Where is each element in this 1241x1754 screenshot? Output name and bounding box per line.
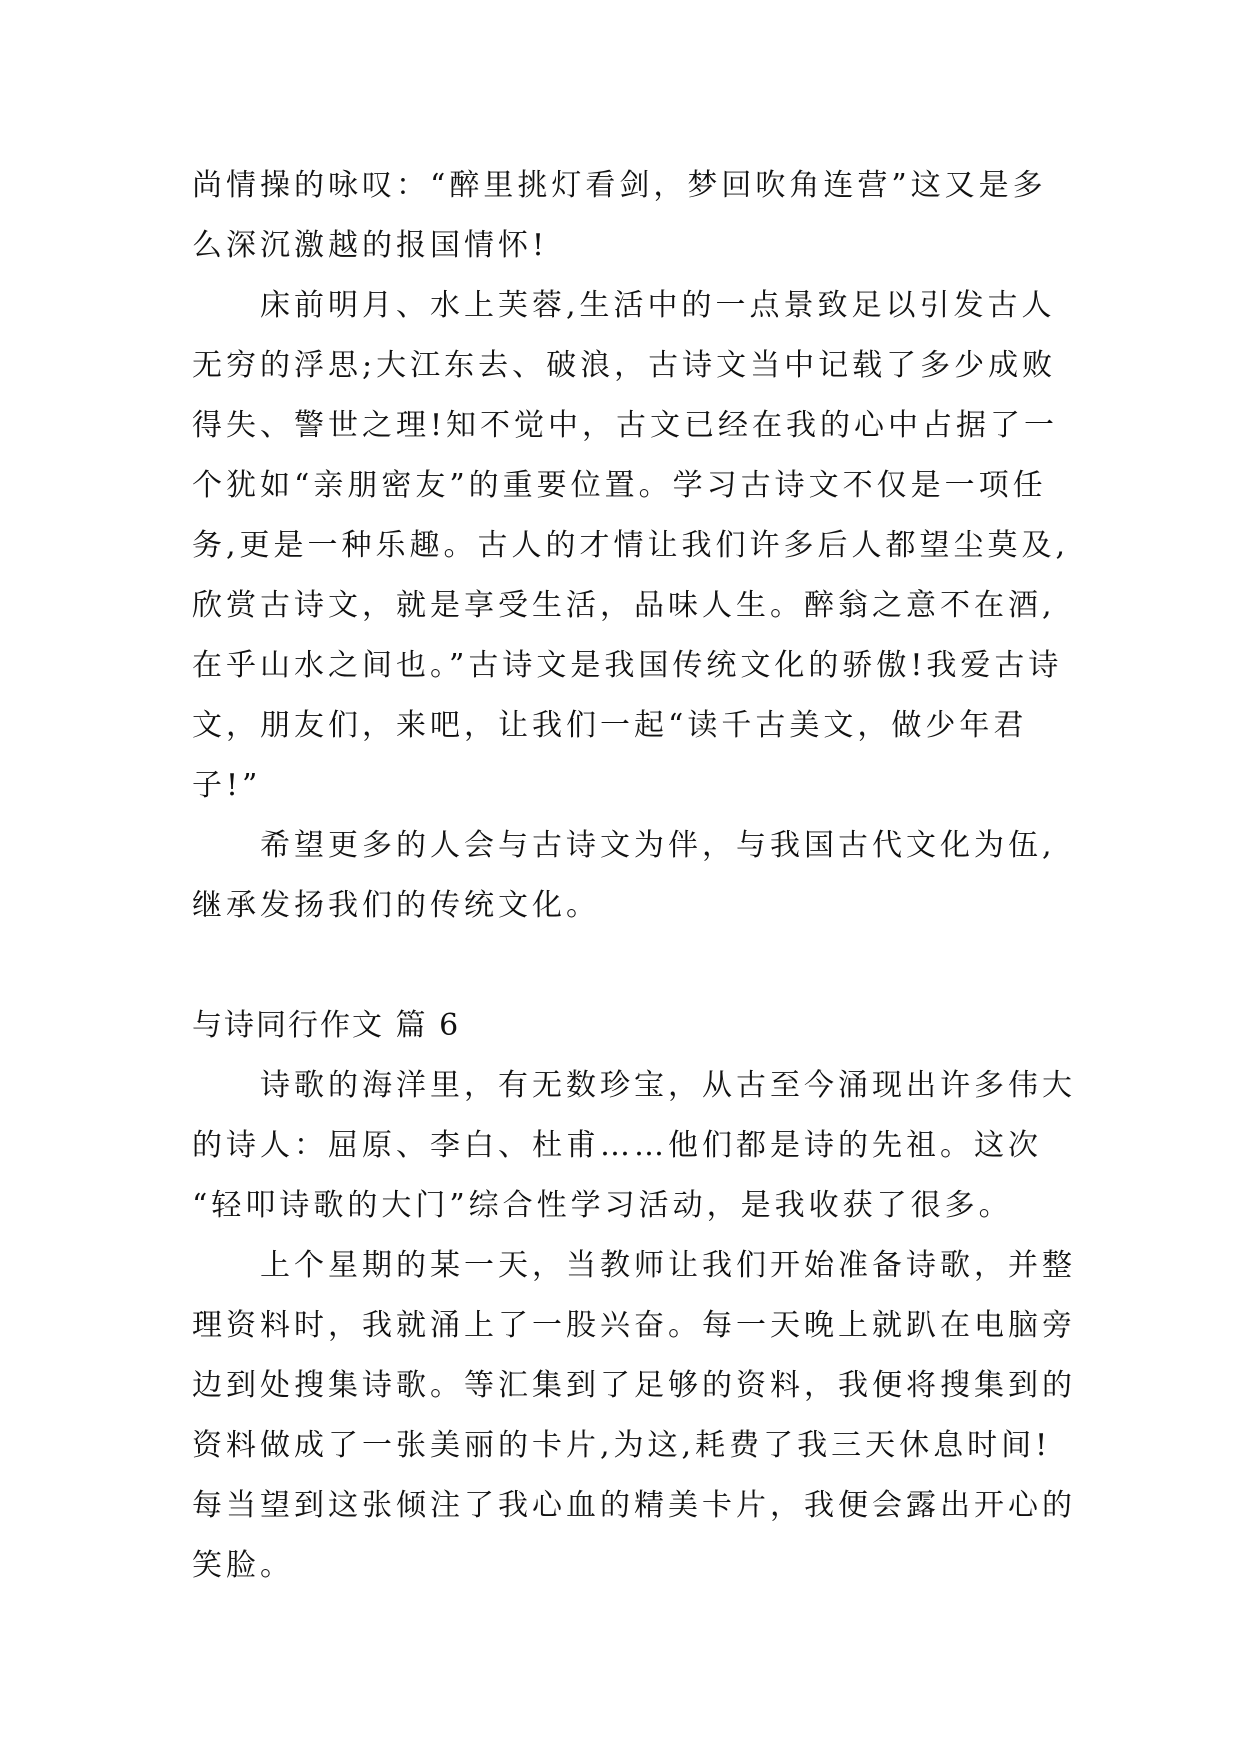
text-line: 尚情操的咏叹：“醉里挑灯看剑，梦回吹角连营”这又是多	[192, 168, 1047, 203]
text-line: 的诗人：屈原、李白、杜甫……他们都是诗的先祖。这次	[192, 1128, 1042, 1163]
text-line: 每当望到这张倾注了我心血的精美卡片，我便会露出开心的	[192, 1488, 1076, 1523]
text-line: 务,更是一种乐趣。古人的才情让我们许多后人都望尘莫及,	[192, 528, 1070, 563]
text-line: 边到处搜集诗歌。等汇集到了足够的资料，我便将搜集到的	[192, 1368, 1076, 1403]
section-heading: 与诗同行作文 篇 6	[192, 1008, 461, 1043]
text-line: 得失、警世之理!知不觉中，古文已经在我的心中占据了一	[192, 408, 1059, 443]
section-spacer	[192, 936, 1052, 996]
text-line: 子!”	[192, 768, 262, 803]
text-line: 欣赏古诗文，就是享受生活，品味人生。醉翁之意不在酒,	[192, 588, 1056, 623]
paragraph-first-line: 希望更多的人会与古诗文为伴，与我国古代文化为伍,	[260, 828, 1056, 863]
paragraph-first-line: 上个星期的某一天，当教师让我们开始准备诗歌，并整	[260, 1248, 1076, 1283]
paragraph-first-line: 诗歌的海洋里，有无数珍宝，从古至今涌现出许多伟大	[260, 1068, 1076, 1103]
paragraph-first-line: 床前明月、水上芙蓉,生活中的一点景致足以引发古人	[260, 288, 1056, 323]
text-line: 么深沉激越的报国情怀!	[192, 228, 549, 263]
text-line: 继承发扬我们的传统文化。	[192, 888, 600, 923]
text-line: 个犹如“亲朋密友”的重要位置。学习古诗文不仅是一项任	[192, 468, 1047, 503]
text-line: 笑脸。	[192, 1548, 294, 1583]
text-line: 无穷的浮思;大江东去、破浪，古诗文当中记载了多少成败	[192, 348, 1057, 383]
text-line: 资料做成了一张美丽的卡片,为这,耗费了我三天休息时间!	[192, 1428, 1052, 1463]
text-line: “轻叩诗歌的大门”综合性学习活动，是我收获了很多。	[192, 1188, 1013, 1223]
text-line: 理资料时，我就涌上了一股兴奋。每一天晚上就趴在电脑旁	[192, 1308, 1076, 1343]
text-line: 文，朋友们，来吧，让我们一起“读千古美文，做少年君	[192, 708, 1028, 743]
text-line: 在乎山水之间也。”古诗文是我国传统文化的骄傲!我爱古诗	[192, 648, 1063, 683]
document-body	[192, 156, 1076, 1596]
